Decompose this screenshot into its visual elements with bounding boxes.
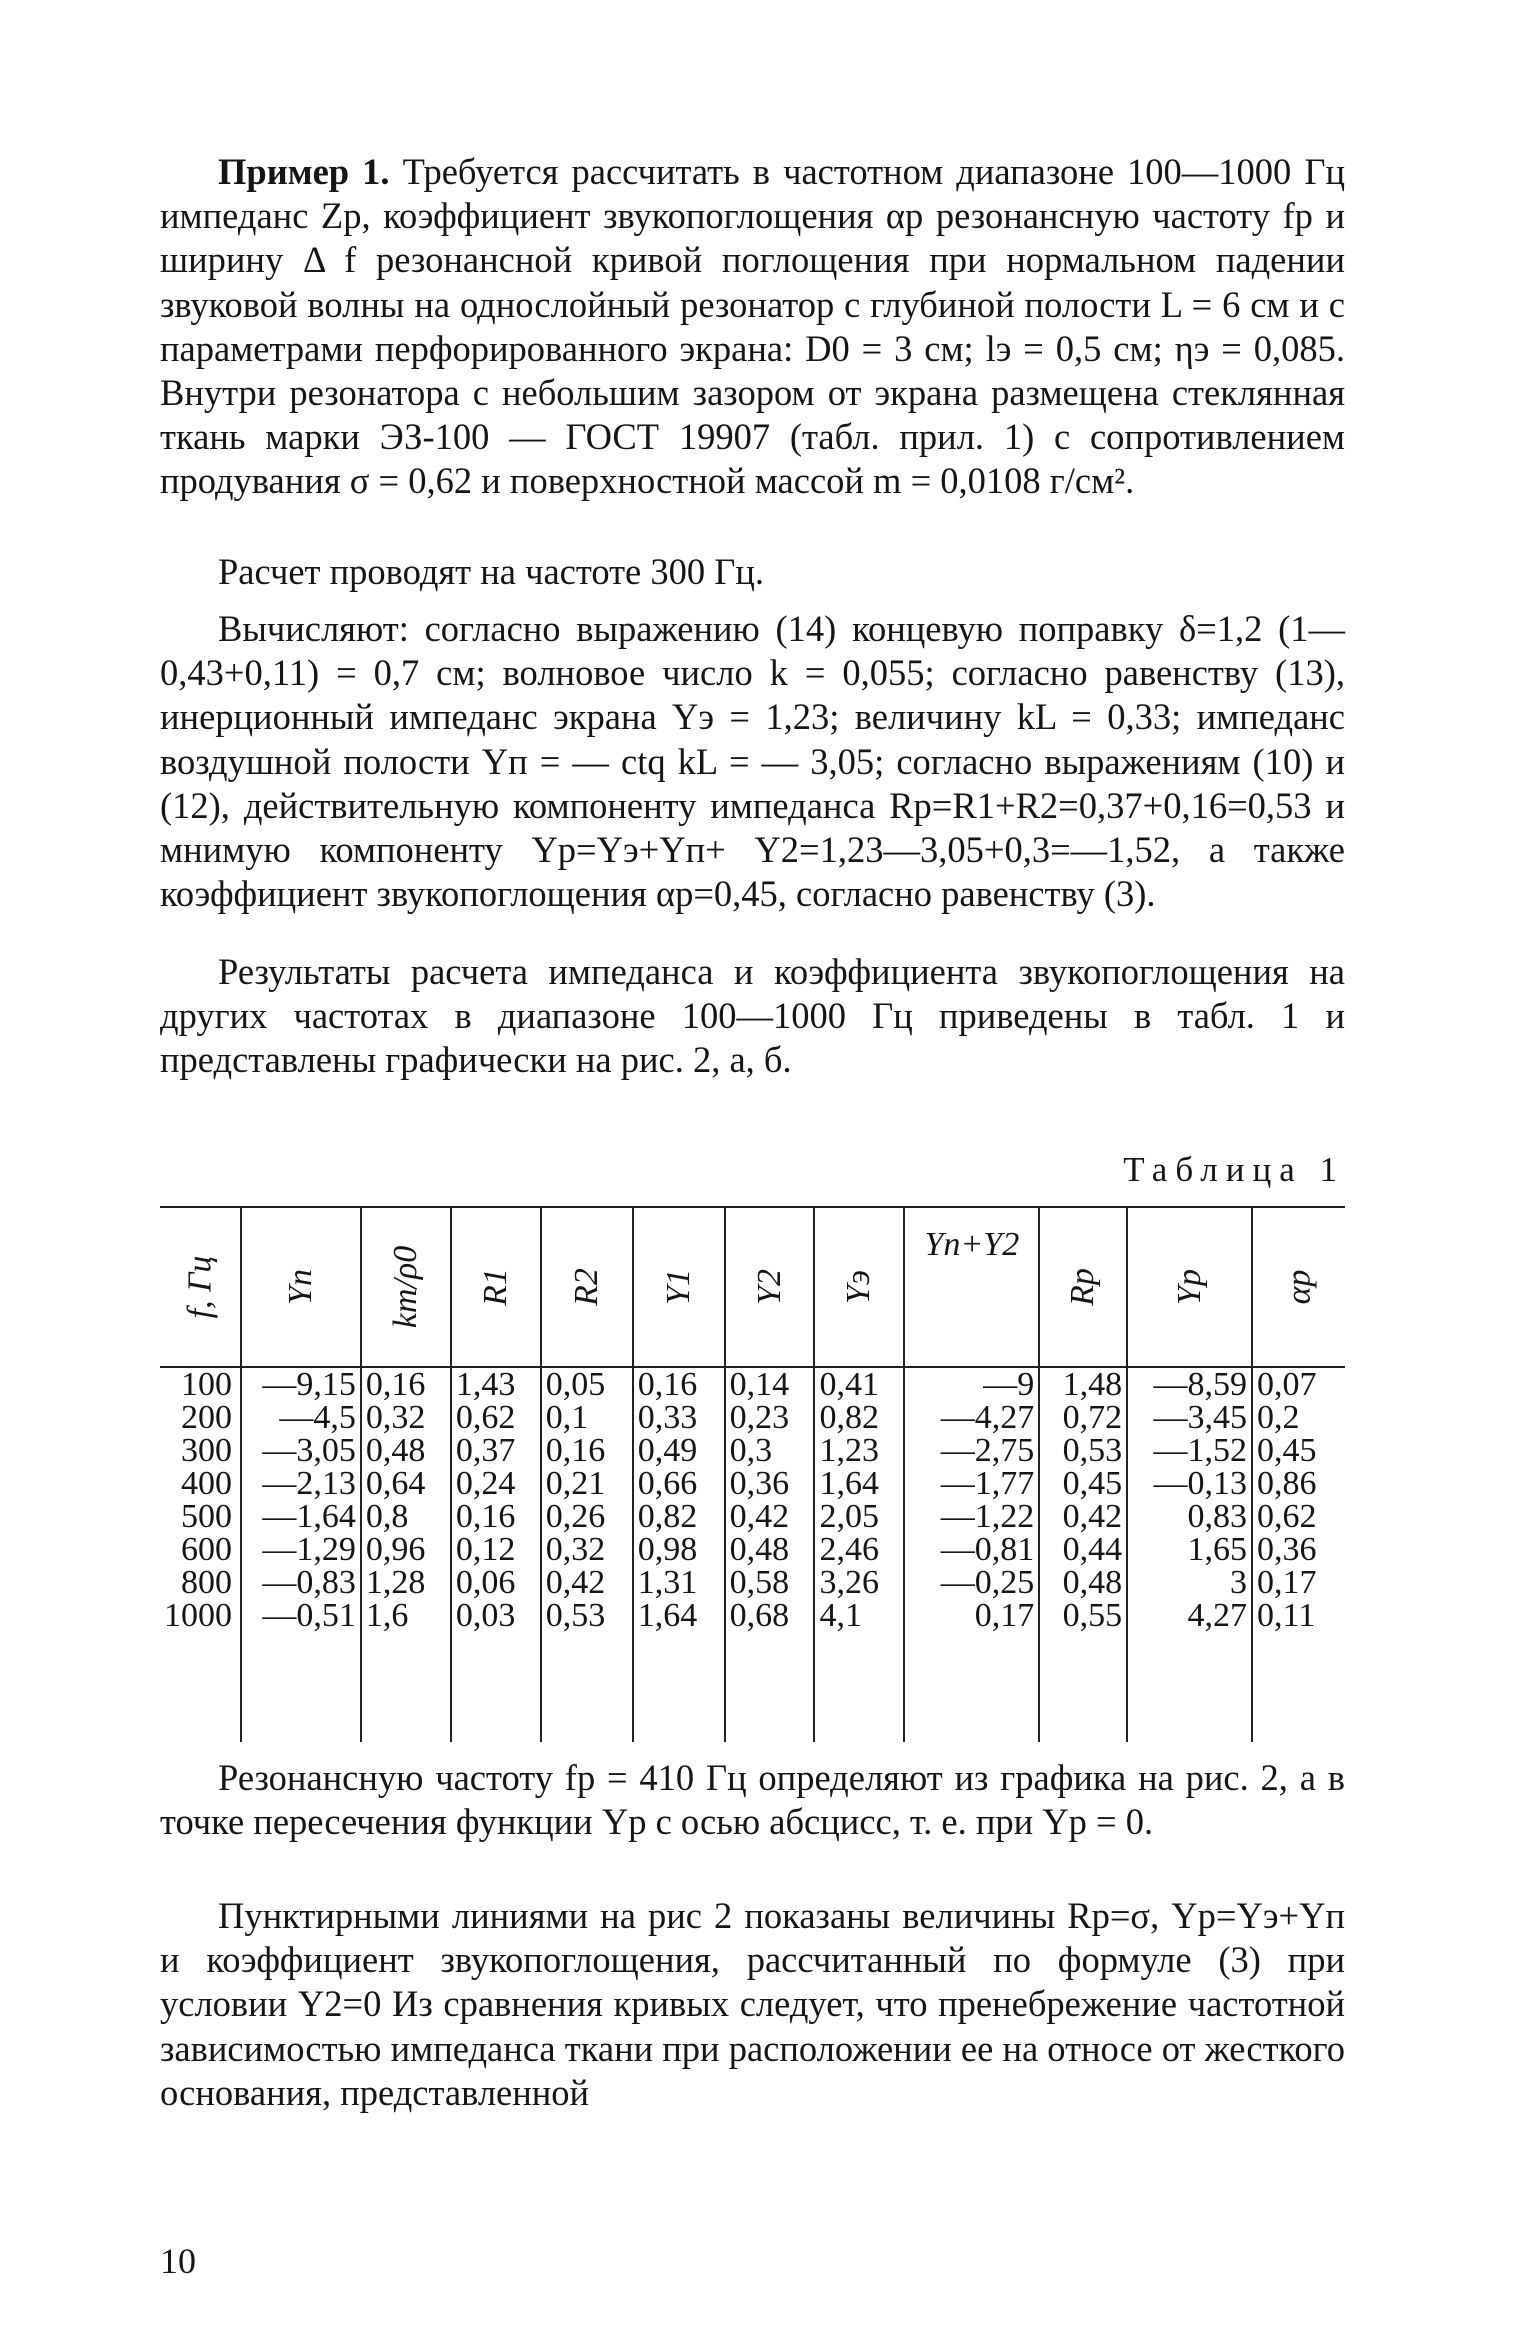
table-cell: 1,64 (814, 1467, 904, 1500)
table-cell: —9,15 (241, 1367, 361, 1401)
table-cell: 0,12 (451, 1533, 541, 1566)
table-cell: 0,36 (725, 1467, 815, 1500)
table-row (160, 1434, 1345, 1467)
table-cell: 0,26 (541, 1500, 633, 1533)
table-header-row (160, 1207, 1345, 1367)
table-cell: —8,59 (1127, 1367, 1252, 1401)
table-cell: 0,11 (1252, 1599, 1345, 1632)
header-cell: f, Гц (160, 1207, 241, 1367)
header-cell: Y2 (725, 1207, 815, 1367)
table-cell: 0,86 (1252, 1467, 1345, 1500)
table-cell: 1,6 (361, 1599, 451, 1632)
table-cell: 0,83 (1127, 1500, 1252, 1533)
table-cell: 0,96 (361, 1533, 451, 1566)
table-cell: 1,23 (814, 1434, 904, 1467)
table-spacer-cell (1127, 1632, 1252, 1742)
table-cell: 300 (181, 1432, 232, 1469)
table-cell: 0,72 (1039, 1401, 1127, 1434)
paragraph-6: Пунктирными линиями на рис 2 показаны величины Rр=σ, Yр=Yэ+Yп и коэффициент звукопоглощения, рассчитанный по формуле (3) при условии Y2=0 Из сравнения кривых следует, что пренебрежение частотной зависимостью импеданса ткани при расположении ее на относе от жесткого основания, представленной (160, 1895, 1345, 2113)
table-cell: 0,33 (633, 1401, 725, 1434)
table-cell: —1,77 (904, 1467, 1039, 1500)
table-cell: 1,43 (451, 1367, 541, 1401)
table-cell: 0,37 (451, 1434, 541, 1467)
paragraph-5: Резонансную частоту fр = 410 Гц определяют из графика на рис. 2, а в точке пересечения функции Yр с осью абсцисс, т. е. при Yр = 0. (160, 1757, 1345, 1843)
header-cell: Rр (1039, 1207, 1127, 1367)
table-cell: —3,05 (241, 1434, 361, 1467)
table-cell: 0,23 (725, 1401, 815, 1434)
table-cell: 0,07 (1252, 1367, 1345, 1401)
results-table (160, 1206, 1345, 1742)
table-cell: 0,82 (814, 1401, 904, 1434)
table-cell: 0,17 (1252, 1566, 1345, 1599)
paragraph-3: Вычисляют: согласно выражению (14) концевую поправку δ=1,2 (1—0,43+0,11) = 0,7 см; волновое число k = 0,055; согласно равенству (13), инерционный импеданс экрана Yэ = 1,23; величину kL = 0,33; импеданс воздушной полости Yп = — ctq kL = — 3,05; согласно выражениям (10) и (12), действительную компоненту импеданса Rр=R1+R2=0,37+0,16=0,53 и мнимую компоненту Yр=Yэ+Yп+ Y2=1,23—3,05+0,3=—1,52, а также коэффициент звукопоглощения αр=0,45, согласно равенству (3). (160, 608, 1345, 915)
table-cell: 1,28 (361, 1566, 451, 1599)
header-cell: Yэ (814, 1207, 904, 1367)
table-cell: 1,31 (633, 1566, 725, 1599)
table-cell: 400 (181, 1465, 232, 1502)
table-cell: 0,42 (541, 1566, 633, 1599)
table-cell: 0,82 (633, 1500, 725, 1533)
table-cell: 0,16 (633, 1367, 725, 1401)
table-cell: 600 (181, 1531, 232, 1568)
header-cell: Yр (1127, 1207, 1252, 1367)
table-cell: —4,5 (241, 1401, 361, 1434)
table-cell: 0,66 (633, 1467, 725, 1500)
table-cell: 1,65 (1127, 1533, 1252, 1566)
table-cell: 0,41 (814, 1367, 904, 1401)
table-cell: 0,42 (1039, 1500, 1127, 1533)
header-cell: Y1 (633, 1207, 725, 1367)
table-spacer-cell (1039, 1632, 1127, 1742)
table-cell: —2,13 (241, 1467, 361, 1500)
table-row (160, 1467, 1345, 1500)
table-cell: 0,21 (541, 1467, 633, 1500)
table-row (160, 1401, 1345, 1434)
table-cell: 0,2 (1252, 1401, 1345, 1434)
table-spacer-cell (814, 1632, 904, 1742)
table-cell: 800 (181, 1564, 232, 1601)
table-cell: —3,45 (1127, 1401, 1252, 1434)
table-cell: 500 (181, 1498, 232, 1535)
table-cell: —1,22 (904, 1500, 1039, 1533)
table-spacer-cell (361, 1632, 451, 1742)
table-cell: 0,62 (1252, 1500, 1345, 1533)
table-cell: 1000 (164, 1597, 232, 1634)
table-cell: 0,58 (725, 1566, 815, 1599)
paragraph-4: Результаты расчета импеданса и коэффициента звукопоглощения на других частотах в диапазоне 100—1000 Гц приведены в табл. 1 и представлены графически на рис. 2, а, б. (160, 951, 1345, 1081)
table-cell: 0,05 (541, 1367, 633, 1401)
table-spacer-cell (633, 1632, 725, 1742)
table-cell: 4,1 (814, 1599, 904, 1632)
table-cell: 0,36 (1252, 1533, 1345, 1566)
table-cell: —0,25 (904, 1566, 1039, 1599)
table-cell: —1,29 (241, 1533, 361, 1566)
table-cell: 1,48 (1039, 1367, 1127, 1401)
header-cell: km/ρ0 (361, 1207, 451, 1367)
table-cell: 0,16 (451, 1500, 541, 1533)
table-cell: 0,45 (1252, 1434, 1345, 1467)
table-cell: 0,48 (361, 1434, 451, 1467)
table-cell: 2,46 (814, 1533, 904, 1566)
table-cell: 0,16 (541, 1434, 633, 1467)
table-cell: —9 (904, 1367, 1039, 1401)
table-cell: —0,81 (904, 1533, 1039, 1566)
paragraph-example-1 (160, 150, 1345, 504)
table-cell: 100 (181, 1366, 232, 1403)
table-cell: 3 (1127, 1566, 1252, 1599)
table-cell: 4,27 (1127, 1599, 1252, 1632)
table-cell: 0,48 (1039, 1566, 1127, 1599)
table-1 (160, 1206, 1345, 1742)
table-row (160, 1566, 1345, 1599)
table-spacer-cell (451, 1632, 541, 1742)
table-cell: 3,26 (814, 1566, 904, 1599)
table-cell: 0,45 (1039, 1467, 1127, 1500)
table-cell: —0,51 (241, 1599, 361, 1632)
table-cell: —0,83 (241, 1566, 361, 1599)
table-spacer-cell (541, 1632, 633, 1742)
table-spacer-cell (160, 1632, 241, 1742)
table-cell: 0,53 (541, 1599, 633, 1632)
table-spacer-cell (241, 1632, 361, 1742)
table-spacer-cell (904, 1632, 1039, 1742)
table-cell: 0,3 (725, 1434, 815, 1467)
table-cell: 0,17 (904, 1599, 1039, 1632)
table-cell: 0,98 (633, 1533, 725, 1566)
table-cell: 0,53 (1039, 1434, 1127, 1467)
table-spacer-row (160, 1632, 1345, 1742)
table-cell: 0,42 (725, 1500, 815, 1533)
paragraph-2: Расчет проводят на частоте 300 Гц. (218, 551, 765, 592)
table-row (160, 1533, 1345, 1566)
table-cell: 0,1 (541, 1401, 633, 1434)
table-row (160, 1599, 1345, 1632)
table-cell: —0,13 (1127, 1467, 1252, 1500)
table-cell: 0,48 (725, 1533, 815, 1566)
header-cell: Yп (241, 1207, 361, 1367)
table-row (160, 1500, 1345, 1533)
table-cell: —4,27 (904, 1401, 1039, 1434)
header-cell: αр (1252, 1207, 1345, 1367)
table-cell: 1,64 (633, 1599, 725, 1632)
table-cell: 0,03 (451, 1599, 541, 1632)
table-cell: 0,32 (361, 1401, 451, 1434)
header-cell: R2 (541, 1207, 633, 1367)
page-number: 10 (160, 2241, 196, 2281)
table-cell: 0,64 (361, 1467, 451, 1500)
example-label: Пример 1. (218, 151, 390, 192)
table-spacer-cell (725, 1632, 815, 1742)
table-row (160, 1367, 1345, 1401)
table-spacer-cell (1252, 1632, 1345, 1742)
table-title: Таблица 1 (1123, 1150, 1345, 1189)
header-cell: Yп+Y2 (904, 1207, 1039, 1367)
table-cell: 0,62 (451, 1401, 541, 1434)
table-cell: —1,64 (241, 1500, 361, 1533)
table-cell: 0,14 (725, 1367, 815, 1401)
table-cell: 0,06 (451, 1566, 541, 1599)
header-cell: R1 (451, 1207, 541, 1367)
table-cell: 2,05 (814, 1500, 904, 1533)
table-cell: 0,55 (1039, 1599, 1127, 1632)
table-cell: 0,32 (541, 1533, 633, 1566)
table-cell: 0,24 (451, 1467, 541, 1500)
table-cell: 0,16 (361, 1367, 451, 1401)
table-cell: 0,8 (361, 1500, 451, 1533)
table-cell: 200 (181, 1399, 232, 1436)
table-cell: —2,75 (904, 1434, 1039, 1467)
table-cell: —1,52 (1127, 1434, 1252, 1467)
table-cell: 0,44 (1039, 1533, 1127, 1566)
table-cell: 0,68 (725, 1599, 815, 1632)
paragraph-1-text: Требуется рассчитать в частотном диапазоне 100—1000 Гц импеданс Zр, коэффициент звукопоглощения αр резонансную частоту fр и ширину Δ f резонансной кривой поглощения при нормальном падении звуковой волны на однослойный резонатор с глубиной полости L = 6 см и с параметрами перфорированного экрана: D0 = 3 см; lэ = 0,5 см; ηэ = 0,085. Внутри резонатора с небольшим зазором от экрана размещена стеклянная ткань марки ЭЗ-100 — ГОСТ 19907 (табл. прил. 1) с сопротивлением продувания σ = 0,62 и поверхностной массой m = 0,0108 г/см². (160, 151, 1345, 502)
table-cell: 0,49 (633, 1434, 725, 1467)
